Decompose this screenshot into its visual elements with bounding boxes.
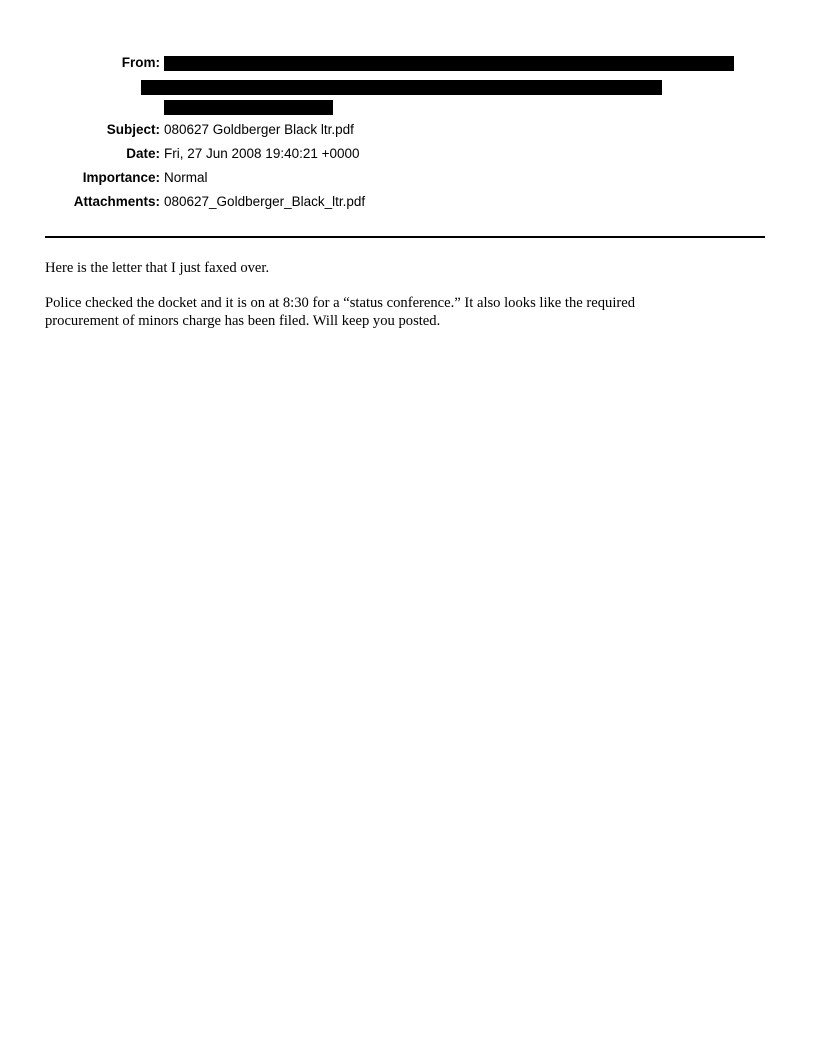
redaction-bar [141,80,662,95]
body-paragraph: Here is the letter that I just faxed over. [45,260,270,276]
from-label: From: [121,55,160,70]
body-paragraph-line: procurement of minors charge has been filed. Will keep you posted. [45,313,441,329]
subject-value: 080627 Goldberger Black ltr.pdf [164,122,354,137]
redaction-bar [164,100,333,115]
attachments-label: Attachments: [73,194,160,209]
redaction-bar [164,56,734,71]
subject-label: Subject: [106,122,160,137]
importance-label: Importance: [82,170,160,185]
date-value: Fri, 27 Jun 2008 19:40:21 +0000 [164,146,360,161]
importance-value: Normal [164,170,208,185]
attachment-link[interactable]: 080627_Goldberger_Black_ltr.pdf [164,194,366,209]
header-divider [45,236,765,238]
date-label: Date: [126,146,160,161]
body-paragraph-line: Police checked the docket and it is on at 8:30 for a “status conference.” It also looks like the required [45,295,636,311]
